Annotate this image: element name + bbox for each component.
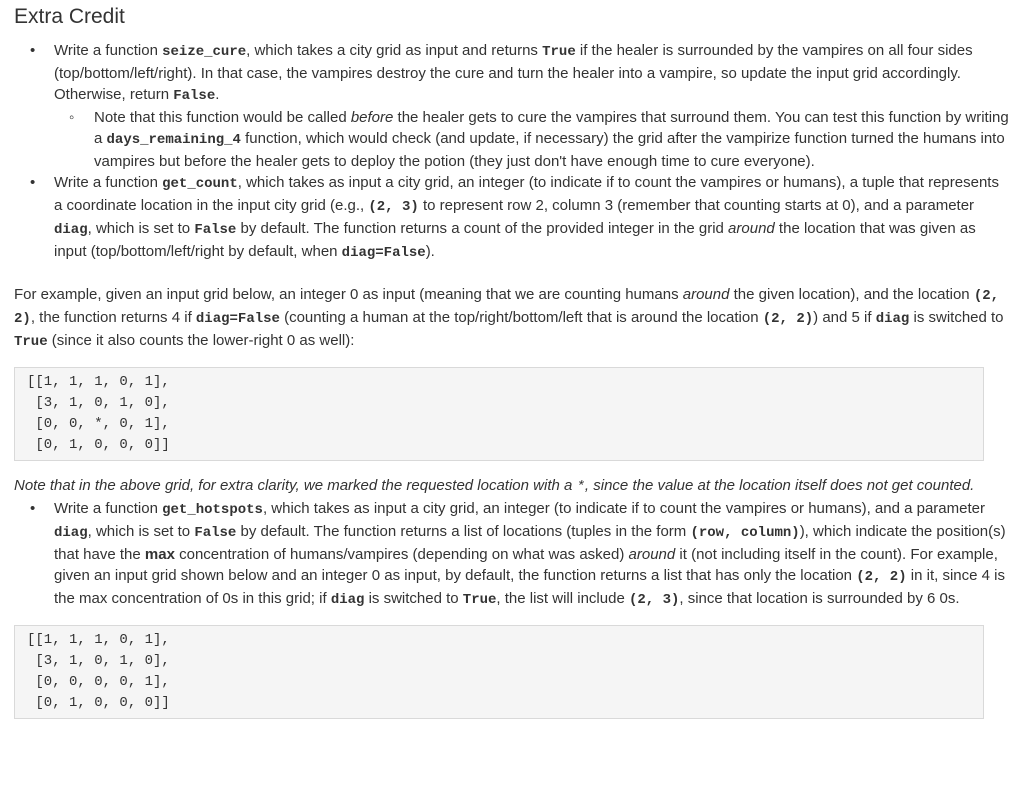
code-location: (2, 2) [762, 311, 814, 327]
text: function, which would check (and update, if necessary) the grid after the vampirize function turned the humans into vampires but before the healer gets to deploy the potion (they just don't have enough time to cure everyone). [94, 130, 1005, 170]
code-diag-false: diag=False [195, 311, 280, 327]
code-location: (2, 2) [14, 288, 1000, 327]
text: is switched to [909, 309, 1004, 326]
bullet-list-1 [14, 40, 1010, 264]
code-block-grid-2: [[1, 1, 1, 0, 1], [3, 1, 0, 1, 0], [0, 0, 0, 0, 1], [0, 1, 0, 0, 0]] [14, 625, 984, 719]
emphasis: around [628, 546, 676, 563]
text: , which is set to [87, 523, 195, 540]
code-seize-cure: seize_cure [162, 44, 247, 60]
text: by default. The function returns a count of the provided integer in the grid [236, 220, 729, 237]
text: by default. The function returns a list of locations (tuples in the form [236, 523, 691, 540]
list-item-get-count [14, 172, 1010, 264]
text: ), which indicate the position(s) that have the [54, 523, 1006, 563]
code-diag: diag [54, 525, 88, 541]
code-false: False [173, 88, 216, 104]
code-diag-false: diag=False [341, 245, 426, 261]
text: , which takes as input a city grid, an integer (to indicate if to count the vampires or humans), and a parameter [262, 500, 985, 517]
text: if the healer is surrounded by the vampires on all four sides (top/bottom/left/right). In that case, the vampires destroy the cure and turn the healer into a vampire, so update the input grid accordingly. Otherwise, return [54, 42, 973, 103]
code-tuple: (2, 3) [368, 199, 419, 215]
text: (counting a human at the top/right/bottom/left that is around the location [279, 309, 763, 326]
strong-max: max [144, 546, 175, 563]
text: (since it also counts the lower-right 0 as well): [47, 332, 355, 349]
text: in it, since 4 is the max concentration of 0s in this grid; if [54, 567, 1005, 607]
text: , the list will include [496, 590, 629, 607]
emphasis: before [350, 109, 394, 126]
text: For example, given an input grid below, an integer 0 as input (meaning that we are counting humans [14, 286, 683, 303]
text: . [215, 86, 220, 103]
text: to represent row 2, column 3 (remember that counting starts at 0), and a parameter [418, 197, 975, 214]
sub-list-item-note [54, 107, 1010, 172]
text: it (not including itself in the count). For example, given an input grid shown below and an integer 0 as input, by default, the function returns a list that has only the location [54, 546, 998, 584]
emphasis: around [728, 220, 775, 237]
code-diag: diag [875, 311, 910, 327]
sub-list [54, 107, 1010, 172]
text: , the function returns 4 if [30, 309, 196, 326]
code-diag: diag [54, 222, 88, 238]
emphasis: around [682, 286, 730, 303]
code-days-remaining: days_remaining_4 [106, 132, 241, 148]
code-true: True [462, 592, 497, 608]
text: Write a function [54, 500, 163, 517]
code-location: (2, 3) [628, 592, 680, 608]
text: the healer gets to cure the vampires that surround them. You can test this function by writing a [94, 109, 1009, 147]
note-paragraph [14, 475, 1010, 498]
page-title: Extra Credit [14, 5, 125, 28]
text: the given location), and the location [729, 286, 974, 303]
text: , which is set to [87, 220, 195, 237]
code-false: False [194, 525, 237, 541]
code-get-hotspots: get_hotspots [162, 502, 263, 518]
text: Note that in the above grid, for extra clarity, we marked the requested location with a [14, 477, 577, 494]
code-diag: diag [330, 592, 365, 608]
text: Write a function [54, 174, 163, 191]
text: ). [425, 243, 435, 260]
text: concentration of humans/vampires (depending on what was asked) [174, 546, 629, 563]
text: , which takes as input a city grid, an integer (to indicate if to count the vampires or humans), a tuple that represents a coordinate location in the input city grid (e.g., [54, 174, 999, 214]
code-false: False [194, 222, 237, 238]
text: ) and 5 if [813, 309, 876, 326]
text: , which takes a city grid as input and returns [246, 42, 543, 59]
list-item-get-hotspots [14, 498, 1010, 611]
code-star: * [576, 479, 585, 495]
code-true: True [14, 334, 48, 350]
example-paragraph [14, 284, 1010, 353]
code-get-count: get_count [162, 176, 238, 192]
text: Note that this function would be called [94, 109, 351, 126]
text: the location that was given as input (top/bottom/left/right by default, when [54, 220, 976, 260]
code-block-grid-1: [[1, 1, 1, 0, 1], [3, 1, 0, 1, 0], [0, 0, *, 0, 1], [0, 1, 0, 0, 0]] [14, 367, 984, 461]
list-item-seize-cure [14, 40, 1010, 172]
code-location: (2, 2) [856, 569, 907, 585]
text: is switched to [364, 590, 463, 607]
code-row-column: (row, column) [690, 525, 800, 541]
code-true: True [542, 44, 576, 60]
text: , since that location is surrounded by 6 0s. [679, 590, 960, 607]
bullet-list-2 [14, 498, 1010, 611]
text: Write a function [54, 42, 163, 59]
text: , since the value at the location itself does not get counted. [584, 477, 975, 494]
